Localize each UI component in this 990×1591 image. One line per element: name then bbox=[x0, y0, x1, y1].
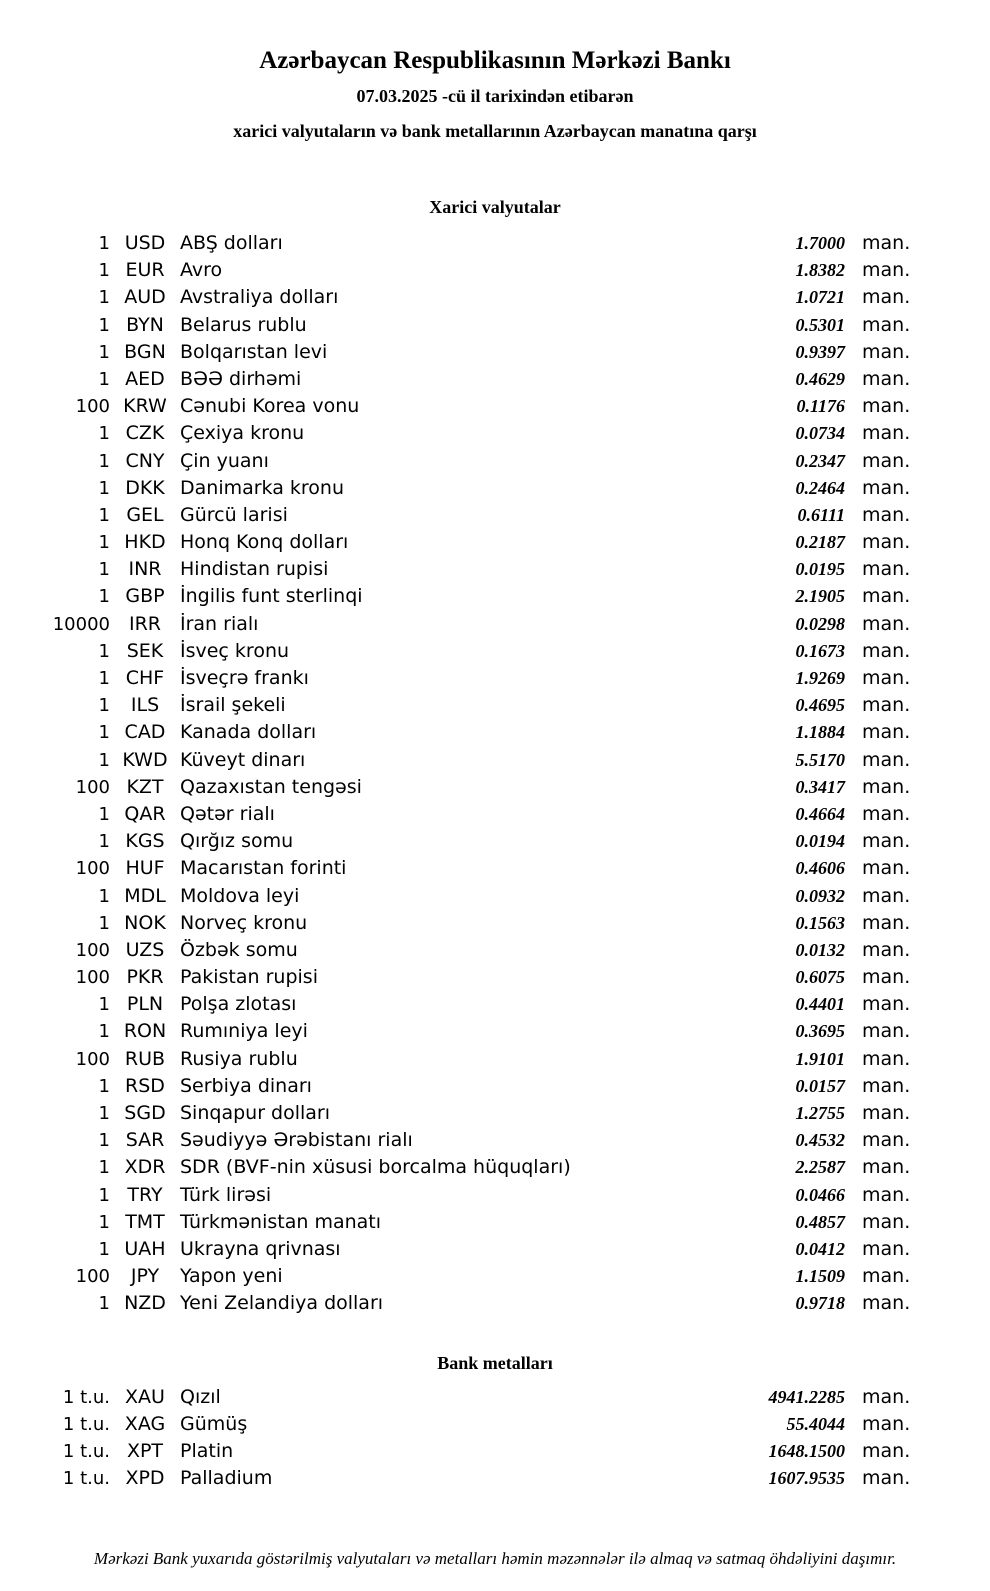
row-rate: 0.0157 bbox=[795, 1075, 845, 1096]
table-row bbox=[48, 611, 911, 638]
row-currency-name: Səudiyyə Ərəbistanı rialı bbox=[180, 1129, 413, 1152]
row-rate: 1607.9535 bbox=[768, 1468, 845, 1489]
table-row bbox=[48, 257, 911, 284]
table-row bbox=[48, 910, 911, 937]
metals-table bbox=[48, 1384, 911, 1493]
table-row bbox=[48, 991, 911, 1018]
row-quantity: 1 bbox=[98, 287, 110, 309]
row-unit-label: man. bbox=[862, 993, 911, 1016]
row-currency-name: Honq Konq dolları bbox=[180, 531, 349, 554]
row-rate: 0.6111 bbox=[797, 504, 845, 525]
table-row bbox=[48, 284, 911, 311]
row-unit-label: man. bbox=[862, 1074, 911, 1097]
row-currency-name: Palladium bbox=[180, 1467, 273, 1490]
row-quantity: 1 bbox=[98, 423, 110, 445]
row-code: HKD bbox=[124, 531, 166, 554]
row-quantity: 1 bbox=[98, 450, 110, 472]
row-unit-label: man. bbox=[862, 395, 911, 418]
row-currency-name: Danimarka kronu bbox=[180, 476, 345, 499]
row-currency-name: Cənubi Korea vonu bbox=[180, 395, 360, 418]
row-currency-name: Platin bbox=[180, 1439, 234, 1462]
row-code: CZK bbox=[125, 422, 165, 445]
table-row bbox=[48, 1018, 911, 1045]
row-rate: 0.3695 bbox=[795, 1021, 845, 1042]
row-code: KGS bbox=[125, 830, 165, 853]
row-unit-label: man. bbox=[862, 1047, 911, 1070]
row-unit-label: man. bbox=[862, 476, 911, 499]
table-row bbox=[48, 1465, 911, 1492]
row-currency-name: Bolqarıstan levi bbox=[180, 340, 328, 363]
row-code: BYN bbox=[126, 313, 164, 336]
row-quantity: 1 bbox=[98, 668, 110, 689]
row-currency-name: İsveçrə frankı bbox=[180, 667, 309, 689]
row-code: XPD bbox=[125, 1467, 165, 1490]
row-quantity: 1 bbox=[98, 532, 110, 554]
row-rate: 5.5170 bbox=[795, 749, 845, 770]
row-code: GEL bbox=[126, 503, 164, 526]
row-rate: 1.9101 bbox=[795, 1048, 845, 1069]
row-unit-label: man. bbox=[862, 775, 911, 798]
row-rate: 0.4532 bbox=[795, 1130, 845, 1151]
table-row bbox=[48, 855, 911, 882]
table-row bbox=[48, 475, 911, 502]
table-row bbox=[48, 719, 911, 746]
row-currency-name: Qırğız somu bbox=[180, 830, 294, 853]
row-currency-name: Gümüş bbox=[180, 1412, 248, 1435]
row-quantity: 1 bbox=[98, 368, 110, 390]
table-row bbox=[48, 366, 911, 393]
row-quantity: 1 bbox=[98, 994, 110, 1016]
row-quantity: 1 bbox=[98, 559, 110, 581]
row-code: PKR bbox=[126, 966, 164, 989]
row-quantity: 1 bbox=[98, 749, 110, 771]
row-rate: 1.1884 bbox=[795, 722, 845, 743]
table-row bbox=[48, 964, 911, 991]
row-rate: 0.0298 bbox=[795, 613, 845, 634]
row-code: NZD bbox=[124, 1292, 166, 1315]
row-unit-label: man. bbox=[862, 367, 911, 390]
row-quantity: 100 bbox=[75, 1266, 110, 1288]
row-quantity: 100 bbox=[75, 967, 110, 989]
row-rate: 0.3417 bbox=[795, 776, 845, 797]
row-unit-label: man. bbox=[862, 503, 911, 526]
row-quantity: 1 bbox=[98, 640, 110, 662]
row-code: UZS bbox=[125, 938, 165, 961]
row-unit-label: man. bbox=[862, 422, 911, 445]
row-unit-label: man. bbox=[862, 1265, 911, 1288]
row-unit-label: man. bbox=[862, 558, 911, 581]
table-row bbox=[48, 312, 911, 339]
row-code: MDL bbox=[124, 884, 166, 907]
row-currency-name: Sinqapur dolları bbox=[180, 1102, 331, 1124]
currency-table bbox=[48, 230, 911, 1318]
row-quantity: 100 bbox=[75, 396, 110, 418]
row-code: IRR bbox=[128, 612, 161, 635]
row-quantity: 10000 bbox=[52, 613, 110, 635]
row-rate: 0.4664 bbox=[795, 803, 845, 824]
row-rate: 0.6075 bbox=[795, 967, 845, 988]
table-row bbox=[48, 1154, 911, 1181]
row-unit-label: man. bbox=[862, 830, 911, 853]
row-quantity: 1 t.u. bbox=[62, 1468, 110, 1490]
table-row bbox=[48, 828, 911, 855]
table-row bbox=[48, 692, 911, 719]
table-row bbox=[48, 774, 911, 801]
row-quantity: 100 bbox=[75, 939, 110, 961]
row-unit-label: man. bbox=[862, 1102, 911, 1124]
row-currency-name: Kanada dolları bbox=[180, 721, 317, 744]
row-unit-label: man. bbox=[862, 1129, 911, 1152]
row-rate: 1648.1500 bbox=[768, 1440, 845, 1461]
row-code: XDR bbox=[124, 1156, 166, 1179]
row-unit-label: man. bbox=[862, 340, 911, 363]
row-unit-label: man. bbox=[862, 1412, 911, 1435]
row-rate: 0.1176 bbox=[796, 396, 845, 417]
row-quantity: 1 bbox=[98, 586, 110, 608]
row-quantity: 1 bbox=[98, 885, 110, 907]
row-currency-name: ABŞ dolları bbox=[180, 232, 283, 254]
row-code: RUB bbox=[124, 1047, 166, 1070]
row-unit-label: man. bbox=[862, 1292, 911, 1315]
table-row bbox=[48, 1073, 911, 1100]
table-row bbox=[48, 1182, 911, 1209]
table-row bbox=[48, 638, 911, 665]
table-row bbox=[48, 801, 911, 828]
row-currency-name: Polşa zlotası bbox=[180, 993, 297, 1016]
row-currency-name: Türk lirəsi bbox=[180, 1183, 272, 1206]
effective-date-line: 07.03.2025 -cü il tarixindən etibarən bbox=[356, 86, 634, 106]
row-currency-name: İsrail şekeli bbox=[180, 694, 286, 717]
row-code: XAU bbox=[125, 1385, 165, 1408]
table-row bbox=[48, 1127, 911, 1154]
row-currency-name: Avro bbox=[180, 259, 223, 282]
table-row bbox=[48, 883, 911, 910]
table-row bbox=[48, 556, 911, 583]
row-quantity: 1 bbox=[98, 477, 110, 499]
row-rate: 1.0721 bbox=[795, 287, 845, 308]
row-code: RSD bbox=[125, 1074, 165, 1097]
row-currency-name: Yapon yeni bbox=[180, 1265, 283, 1288]
row-rate: 0.4857 bbox=[795, 1211, 845, 1232]
row-code: KWD bbox=[122, 748, 168, 771]
row-quantity: 1 bbox=[98, 233, 110, 254]
row-unit-label: man. bbox=[862, 1467, 911, 1490]
row-rate: 0.0932 bbox=[795, 885, 845, 906]
row-rate: 0.4606 bbox=[795, 858, 845, 879]
row-code: XAG bbox=[124, 1412, 166, 1435]
row-currency-name: Qazaxıstan tengəsi bbox=[180, 775, 362, 798]
row-currency-name: Türkmənistan manatı bbox=[180, 1210, 382, 1233]
table-row bbox=[48, 1046, 911, 1073]
row-code: EUR bbox=[125, 259, 165, 282]
row-code: HUF bbox=[125, 857, 165, 880]
table-row bbox=[48, 1290, 911, 1317]
row-unit-label: man. bbox=[862, 884, 911, 907]
section-title-metals: Bank metalları bbox=[437, 1352, 553, 1373]
row-code: UAH bbox=[124, 1237, 166, 1260]
table-row bbox=[48, 420, 911, 447]
row-unit-label: man. bbox=[862, 1156, 911, 1179]
row-unit-label: man. bbox=[862, 1020, 911, 1043]
row-rate: 1.1509 bbox=[795, 1266, 845, 1287]
row-currency-name: Serbiya dinarı bbox=[180, 1074, 312, 1097]
row-currency-name: Çin yuanı bbox=[180, 449, 269, 472]
row-code: GBP bbox=[125, 585, 165, 608]
row-unit-label: man. bbox=[862, 232, 911, 254]
row-rate: 0.9718 bbox=[795, 1293, 845, 1314]
row-currency-name: Macarıstan forinti bbox=[180, 857, 347, 880]
row-unit-label: man. bbox=[862, 1210, 911, 1233]
row-code: CNY bbox=[125, 449, 165, 472]
row-unit-label: man. bbox=[862, 667, 911, 689]
table-row bbox=[48, 1384, 911, 1411]
row-unit-label: man. bbox=[862, 694, 911, 717]
row-rate: 4941.2285 bbox=[768, 1386, 845, 1407]
row-quantity: 1 bbox=[98, 1130, 110, 1152]
table-row bbox=[48, 665, 911, 692]
row-currency-name: SDR (BVF-nin xüsusi borcalma hüquqları) bbox=[180, 1156, 571, 1179]
row-code: USD bbox=[124, 232, 166, 254]
table-row bbox=[48, 1263, 911, 1290]
row-code: JPY bbox=[130, 1265, 160, 1288]
row-code: TRY bbox=[127, 1183, 163, 1206]
row-rate: 0.2464 bbox=[795, 477, 845, 498]
row-unit-label: man. bbox=[862, 286, 911, 309]
row-rate: 2.2587 bbox=[795, 1157, 845, 1178]
row-rate: 0.4695 bbox=[795, 695, 845, 716]
row-code: SAR bbox=[125, 1129, 165, 1152]
row-code: TMT bbox=[125, 1210, 165, 1233]
row-currency-name: Gürcü larisi bbox=[180, 503, 288, 526]
table-row bbox=[48, 937, 911, 964]
row-unit-label: man. bbox=[862, 449, 911, 472]
subtitle-line: xarici valyutaların və bank metallarının Azərbaycan manatına qarşı bbox=[233, 121, 757, 141]
row-rate: 1.8382 bbox=[795, 260, 845, 281]
row-unit-label: man. bbox=[862, 938, 911, 961]
row-quantity: 1 bbox=[98, 1103, 110, 1124]
row-code: KZT bbox=[126, 775, 164, 798]
table-row bbox=[48, 1438, 911, 1465]
row-quantity: 1 bbox=[98, 803, 110, 825]
row-currency-name: Çexiya kronu bbox=[180, 422, 305, 445]
row-quantity: 1 bbox=[98, 1075, 110, 1097]
row-code: KRW bbox=[123, 395, 167, 418]
row-quantity: 1 bbox=[98, 1021, 110, 1043]
row-code: BGN bbox=[124, 340, 166, 363]
row-rate: 0.1563 bbox=[795, 912, 845, 933]
row-code: XPT bbox=[126, 1439, 164, 1462]
row-code: CAD bbox=[124, 721, 166, 744]
row-rate: 0.4629 bbox=[795, 368, 845, 389]
row-quantity: 1 bbox=[98, 1157, 110, 1179]
table-row bbox=[48, 1209, 911, 1236]
row-currency-name: Belarus rublu bbox=[180, 313, 307, 336]
row-quantity: 1 t.u. bbox=[62, 1413, 110, 1435]
table-row bbox=[48, 502, 911, 529]
row-quantity: 100 bbox=[75, 858, 110, 880]
row-unit-label: man. bbox=[862, 802, 911, 825]
row-currency-name: Rusiya rublu bbox=[180, 1047, 298, 1070]
row-quantity: 1 bbox=[98, 1211, 110, 1233]
row-quantity: 1 bbox=[98, 260, 110, 282]
row-code: PLN bbox=[126, 993, 164, 1016]
row-unit-label: man. bbox=[862, 612, 911, 635]
row-currency-name: Norveç kronu bbox=[180, 911, 308, 934]
row-rate: 1.9269 bbox=[795, 668, 845, 688]
row-currency-name: Qızıl bbox=[180, 1385, 221, 1408]
row-quantity: 1 bbox=[98, 695, 110, 717]
row-rate: 0.2187 bbox=[795, 532, 845, 553]
row-rate: 0.1673 bbox=[795, 640, 845, 661]
table-row bbox=[48, 529, 911, 556]
row-quantity: 1 bbox=[98, 341, 110, 363]
row-rate: 1.7000 bbox=[795, 233, 845, 253]
row-currency-name: İsveç kronu bbox=[180, 639, 290, 662]
row-currency-name: İran rialı bbox=[180, 612, 259, 635]
row-rate: 0.0412 bbox=[795, 1238, 845, 1259]
row-rate: 1.2755 bbox=[795, 1103, 845, 1123]
table-row bbox=[48, 1411, 911, 1438]
row-rate: 2.1905 bbox=[795, 586, 845, 607]
row-rate: 0.0195 bbox=[795, 559, 845, 580]
row-rate: 0.0132 bbox=[795, 939, 845, 960]
table-row bbox=[48, 339, 911, 366]
row-code: AED bbox=[125, 367, 165, 390]
row-quantity: 100 bbox=[75, 1048, 110, 1070]
row-unit-label: man. bbox=[862, 259, 911, 282]
row-code: RON bbox=[123, 1020, 167, 1043]
row-quantity: 100 bbox=[75, 776, 110, 798]
row-currency-name: Avstraliya dolları bbox=[180, 286, 339, 309]
row-currency-name: İngilis funt sterlinqi bbox=[180, 585, 363, 608]
table-row bbox=[48, 448, 911, 475]
row-code: INR bbox=[128, 558, 162, 581]
section-title-currencies: Xarici valyutalar bbox=[429, 197, 561, 217]
row-currency-name: Özbək somu bbox=[180, 938, 298, 961]
row-rate: 0.0194 bbox=[795, 831, 845, 852]
row-unit-label: man. bbox=[862, 911, 911, 934]
row-unit-label: man. bbox=[862, 639, 911, 662]
row-rate: 0.0466 bbox=[795, 1184, 845, 1205]
row-code: SGD bbox=[124, 1102, 166, 1124]
row-quantity: 1 bbox=[98, 912, 110, 934]
row-currency-name: Moldova leyi bbox=[180, 884, 300, 907]
row-currency-name: Hindistan rupisi bbox=[180, 558, 329, 581]
row-unit-label: man. bbox=[862, 966, 911, 989]
row-quantity: 1 bbox=[98, 1293, 110, 1315]
row-rate: 0.9397 bbox=[795, 341, 845, 362]
row-code: QAR bbox=[124, 802, 166, 825]
row-currency-name: Pakistan rupisi bbox=[180, 966, 318, 989]
row-rate: 0.2347 bbox=[795, 450, 845, 471]
row-currency-name: BƏƏ dirhəmi bbox=[180, 367, 302, 390]
page-title: Azərbaycan Respublikasının Mərkəzi Bankı bbox=[259, 47, 731, 74]
row-code: DKK bbox=[125, 476, 165, 499]
row-quantity: 1 t.u. bbox=[62, 1440, 110, 1462]
row-unit-label: man. bbox=[862, 1183, 911, 1206]
row-unit-label: man. bbox=[862, 1237, 911, 1260]
row-code: CHF bbox=[125, 667, 165, 689]
document-header bbox=[0, 0, 990, 142]
row-quantity: 1 bbox=[98, 504, 110, 526]
row-currency-name: Ukrayna qrivnası bbox=[180, 1237, 341, 1260]
row-currency-name: Qətər rialı bbox=[180, 802, 275, 825]
row-unit-label: man. bbox=[862, 857, 911, 880]
row-currency-name: Yeni Zelandiya dolları bbox=[180, 1292, 384, 1315]
table-row bbox=[48, 1236, 911, 1263]
row-currency-name: Küveyt dinarı bbox=[180, 748, 306, 771]
row-quantity: 1 bbox=[98, 1238, 110, 1260]
row-code: NOK bbox=[124, 911, 166, 934]
row-unit-label: man. bbox=[862, 531, 911, 554]
disclaimer-text: Mərkəzi Bank yuxarıda göstərilmiş valyutaları və metalları həmin məzənnələr ilə almaq və satmaq öhdəliyini daşımır. bbox=[93, 1549, 897, 1568]
row-rate: 0.0734 bbox=[795, 423, 845, 444]
table-row bbox=[48, 393, 911, 420]
table-row bbox=[48, 747, 911, 774]
row-unit-label: man. bbox=[862, 585, 911, 608]
row-code: AUD bbox=[124, 286, 166, 309]
row-quantity: 1 bbox=[98, 831, 110, 853]
row-unit-label: man. bbox=[862, 721, 911, 744]
table-row bbox=[48, 583, 911, 610]
row-unit-label: man. bbox=[862, 748, 911, 771]
row-quantity: 1 t.u. bbox=[62, 1386, 110, 1408]
row-quantity: 1 bbox=[98, 722, 110, 744]
row-unit-label: man. bbox=[862, 313, 911, 336]
table-row bbox=[48, 230, 911, 257]
row-code: ILS bbox=[130, 694, 160, 717]
row-rate: 0.5301 bbox=[795, 314, 845, 335]
row-quantity: 1 bbox=[98, 314, 110, 336]
row-code: SEK bbox=[126, 639, 164, 662]
row-quantity: 1 bbox=[98, 1184, 110, 1206]
row-unit-label: man. bbox=[862, 1439, 911, 1462]
row-rate: 55.4044 bbox=[786, 1413, 845, 1434]
row-rate: 0.4401 bbox=[795, 994, 845, 1015]
table-row bbox=[48, 1100, 911, 1127]
row-unit-label: man. bbox=[862, 1385, 911, 1408]
row-currency-name: Rumıniya leyi bbox=[180, 1020, 308, 1043]
